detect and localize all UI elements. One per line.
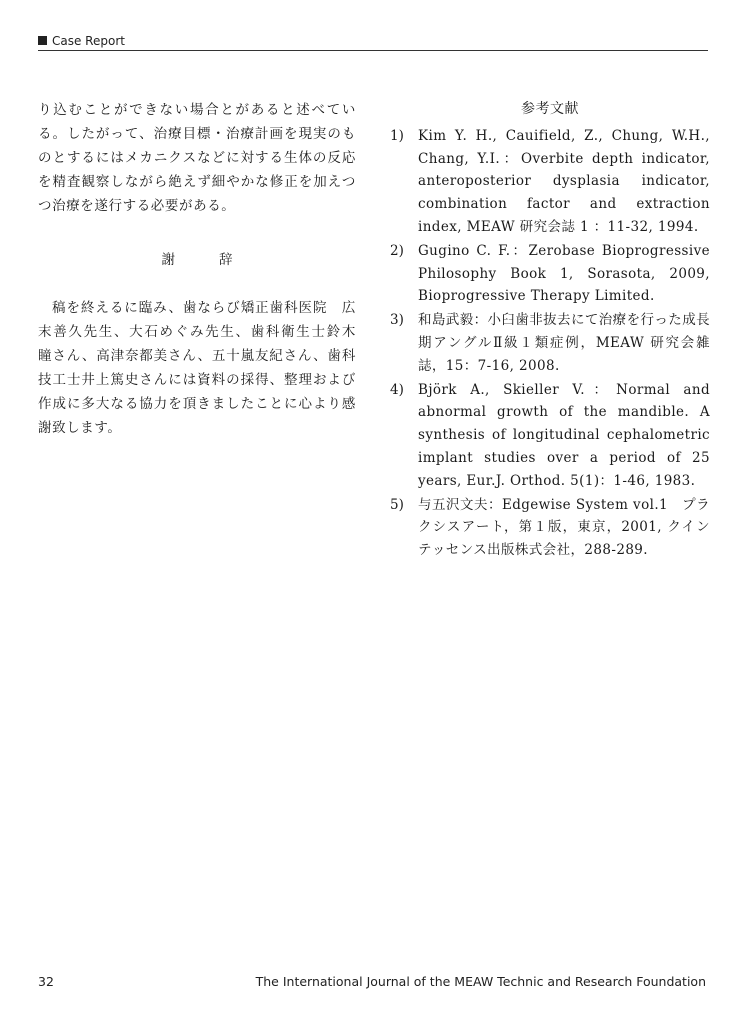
section-label: Case Report [52,34,125,48]
references-title: 参考文献 [521,101,579,117]
reference-text: 和島武毅：小臼歯非抜去にて治療を行った成長期アングルⅡ級１類症例，MEAW 研究会雑誌，15：7-16, 2008. [418,312,710,374]
intro-paragraph: り込むことができない場合とがあると述べている。したがって、治療目標・治療計画を現実のものとするにはメカニクスなどに対する生体の反応を精査観察しながら絶えず細やかな修正を加えつつ治療を遂行する必要がある。 [38,102,356,214]
left-column [38,98,371,440]
reference-item [390,379,710,493]
reference-number: 2) [390,242,404,259]
reference-text: Gugino C. F.：Zerobase Bioprogressive Philosophy Book 1, Sorasota, 2009, Bioprogressive Therapy Limited. [418,242,710,305]
reference-item [390,240,710,308]
reference-item [390,494,710,562]
acknowledgement-heading [38,248,356,272]
ack-heading-char-1: 謝 [161,252,175,268]
journal-title: The International Journal of the MEAW Technic and Research Foundation [255,974,706,989]
page-footer [38,974,706,989]
ack-heading-char-2: 辞 [219,252,233,268]
square-bullet-icon [38,36,47,45]
reference-number: 1) [390,127,404,144]
reference-number: 4) [390,381,404,398]
right-column [390,98,710,563]
page-number: 32 [38,974,54,989]
reference-number: 3) [390,312,404,329]
acknowledgement-paragraph: 稿を終えるに臨み、歯ならび矯正歯科医院 広末善久先生、大石めぐみ先生、歯科衛生士鈴木 瞳さん、高津奈都美さん、五十嵐友紀さん、歯科技工士井上篤史さんには資料の採得、整理および 作成に多大なる協力を頂きましたことに心より感謝致します。 [38,300,371,436]
reference-item [390,309,710,377]
reference-item [390,125,710,239]
reference-text: Kim Y. H., Cauifield, Z., Chung, W.H., Chang, Y.I.：Overbite depth indicator, anteroposterior dysplasia indicator, combination factor and extraction index, MEAW 研究会誌 1 ：11-32, 1994. [418,127,710,235]
page-header [38,30,708,51]
reference-number: 5) [390,496,404,513]
reference-text: 与五沢文夫：Edgewise System vol.1 プラクシスアート，第１版，東京，2001, クインテッセンス出版株式会社，288-289. [418,496,710,559]
reference-text: Björk A., Skieller V.：Normal and abnormal growth of the mandible. A synthesis of longitudinal cephalometric implant studies over a period of 25 years, Eur.J. Orthod. 5(1)：1-46, 1983. [418,381,710,489]
